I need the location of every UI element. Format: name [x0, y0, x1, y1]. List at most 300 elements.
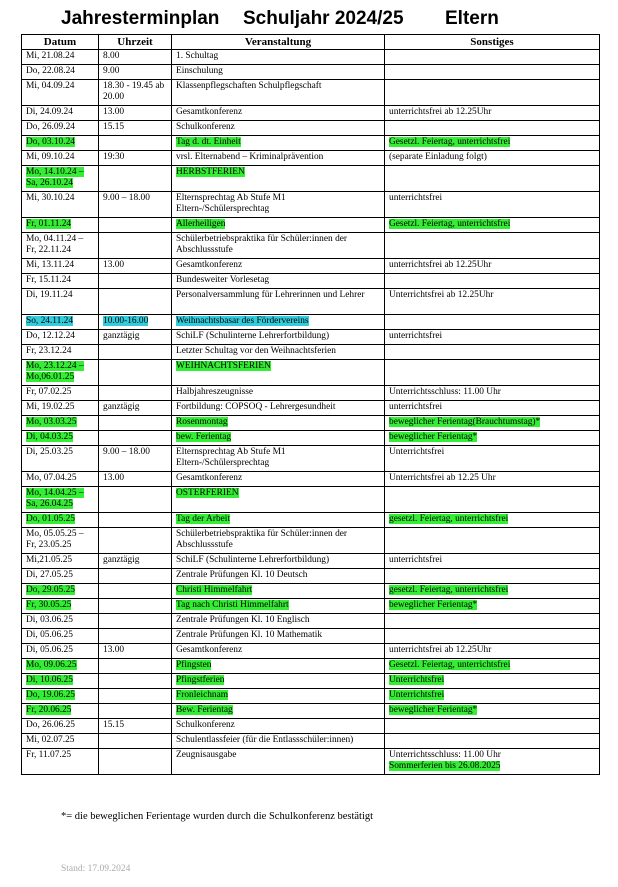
cell-date: [22, 704, 99, 719]
cell-date: [22, 151, 99, 166]
table-row: [22, 259, 600, 274]
cell-event-text: Schülerbetriebspraktika für Schüler:innen der Abschlussstufe: [176, 529, 348, 550]
column-header-event: Veranstaltung: [172, 35, 385, 50]
cell-date: [22, 599, 99, 614]
cell-date-text: Di, 05.06.25: [26, 630, 73, 640]
table-row: [22, 599, 600, 614]
cell-event: [172, 599, 385, 614]
cell-notes: [385, 274, 600, 289]
table-row: [22, 274, 600, 289]
cell-notes: [385, 689, 600, 704]
cell-date: [22, 416, 99, 431]
table-row: [22, 554, 600, 569]
title-plan: Jahresterminplan: [61, 8, 220, 29]
cell-date: [22, 659, 99, 674]
cell-time-text: 13.00: [103, 473, 125, 483]
cell-event: [172, 644, 385, 659]
cell-notes: [385, 259, 600, 274]
cell-event: [172, 50, 385, 65]
cell-time: [99, 345, 172, 360]
cell-notes-text: Unterrichtsfrei ab 12.25Uhr: [389, 290, 494, 300]
cell-event-text: Zentrale Prüfungen Kl. 10 Deutsch: [176, 570, 308, 580]
cell-event-text: Einschulung: [176, 66, 223, 76]
cell-notes: [385, 401, 600, 416]
cell-event-text: Elternsprechtag Ab Stufe M1 Eltern-/Schülersprechtag: [176, 447, 286, 468]
cell-date-text: Fr, 15.11.24: [26, 275, 72, 285]
table-row: [22, 166, 600, 192]
table-row: [22, 106, 600, 121]
cell-event: [172, 274, 385, 289]
cell-event: [172, 719, 385, 734]
cell-date: [22, 401, 99, 416]
cell-time: [99, 569, 172, 584]
cell-event-text: vrsl. Elternabend – Kriminalprävention: [176, 152, 324, 162]
cell-event: [172, 734, 385, 749]
table-row: [22, 65, 600, 80]
cell-date: [22, 65, 99, 80]
cell-time-text: 9.00: [103, 66, 120, 76]
cell-time: [99, 50, 172, 65]
table-row: [22, 614, 600, 629]
cell-event-text: Bew. Ferientag: [176, 705, 233, 715]
table-row: [22, 151, 600, 166]
cell-date-text: Mi, 02.07.25: [26, 735, 75, 745]
cell-date: [22, 106, 99, 121]
cell-event: [172, 360, 385, 386]
cell-time-text: 8.00: [103, 51, 120, 61]
cell-event: [172, 528, 385, 554]
table-row: [22, 644, 600, 659]
table-row: [22, 734, 600, 749]
cell-time-text: ganztägig: [103, 555, 140, 565]
table-row: [22, 80, 600, 106]
cell-date-text: Do, 03.10.24: [26, 137, 75, 147]
table-row: [22, 472, 600, 487]
cell-date-text: Mo, 09.06.25: [26, 660, 77, 670]
cell-time: [99, 192, 172, 218]
cell-event-text: Zentrale Prüfungen Kl. 10 Englisch: [176, 615, 310, 625]
cell-date-text: Fr, 20.06.25: [26, 705, 72, 715]
cell-date: [22, 629, 99, 644]
cell-date-text: So, 24.11.24: [26, 316, 74, 326]
cell-time: [99, 719, 172, 734]
cell-date: [22, 330, 99, 345]
cell-event: [172, 106, 385, 121]
cell-event: [172, 674, 385, 689]
cell-time: [99, 644, 172, 659]
cell-notes-text: gesetzl. Feiertag, unterrichtsfrei: [389, 514, 509, 524]
cell-notes: [385, 569, 600, 584]
cell-event-text: OSTERFERIEN: [176, 488, 239, 498]
table-row: [22, 629, 600, 644]
cell-event: [172, 446, 385, 472]
table-row: [22, 674, 600, 689]
table-row: [22, 192, 600, 218]
cell-date-text: Mo, 14.10.24 – Sa, 26.10.24: [26, 167, 84, 188]
cell-event-text: Fronleichnam: [176, 690, 229, 700]
cell-time-text: 13.00: [103, 645, 125, 655]
cell-time: [99, 65, 172, 80]
cell-notes-text: beweglicher Ferientag*: [389, 705, 478, 715]
cell-event: [172, 192, 385, 218]
cell-event-text: SchiLF (Schulinterne Lehrerfortbildung): [176, 331, 330, 341]
schedule-table: [21, 34, 600, 775]
cell-event: [172, 166, 385, 192]
cell-event: [172, 65, 385, 80]
cell-date-text: Mo, 03.03.25: [26, 417, 77, 427]
cell-event: [172, 487, 385, 513]
cell-event-text: Letzter Schultag vor den Weihnachtsferien: [176, 346, 336, 356]
cell-date-text: Fr, 23.12.24: [26, 346, 72, 356]
cell-date-text: Mo, 14.04.25 – Sa, 26.04.25: [26, 488, 84, 509]
cell-date-text: Mo, 23.12.24 –Mo,06.01.25: [26, 361, 84, 382]
cell-time: [99, 554, 172, 569]
cell-notes-text: Unterrichtsfrei: [389, 690, 445, 700]
cell-time: [99, 584, 172, 599]
cell-event: [172, 121, 385, 136]
cell-event: [172, 289, 385, 315]
cell-time-text: 15.15: [103, 122, 125, 132]
cell-time-text: 9.00 – 18.00: [103, 193, 150, 203]
cell-notes: [385, 50, 600, 65]
cell-date-text: Do, 26.09.24: [26, 122, 75, 132]
table-row: [22, 446, 600, 472]
cell-event: [172, 386, 385, 401]
cell-notes-text: Unterrichtsschluss: 11.00 Uhr: [389, 750, 501, 760]
cell-notes-text: Gesetzl. Feiertag, unterrichtsfrei: [389, 660, 511, 670]
cell-notes: [385, 289, 600, 315]
cell-date: [22, 386, 99, 401]
cell-time: [99, 360, 172, 386]
cell-time: [99, 259, 172, 274]
cell-notes-text: beweglicher Ferientag*: [389, 432, 478, 442]
stand-date: Stand: 17.09.2024: [61, 864, 131, 874]
cell-time: [99, 431, 172, 446]
cell-date: [22, 487, 99, 513]
table-header-row: [22, 35, 600, 50]
column-header-date: Datum: [22, 35, 99, 50]
table-row: [22, 416, 600, 431]
cell-date: [22, 360, 99, 386]
cell-notes-text: unterrichtsfrei ab 12.25Uhr: [389, 107, 492, 117]
cell-time: [99, 749, 172, 775]
cell-date-text: Mi, 13.11.24: [26, 260, 75, 270]
cell-notes: [385, 166, 600, 192]
cell-time: [99, 674, 172, 689]
cell-event: [172, 80, 385, 106]
cell-notes-text: beweglicher Ferientag*: [389, 600, 478, 610]
table-row: [22, 431, 600, 446]
cell-time-text: 19:30: [103, 152, 125, 162]
cell-event-text: Personalversammlung für Lehrerinnen und Lehrer: [176, 290, 365, 300]
cell-date-text: Di, 05.06.25: [26, 645, 73, 655]
cell-notes-text: Unterrichtsfrei ab 12.25 Uhr: [389, 473, 496, 483]
cell-notes: [385, 584, 600, 599]
cell-time: [99, 689, 172, 704]
cell-event: [172, 689, 385, 704]
cell-event: [172, 151, 385, 166]
cell-date-text: Do, 22.08.24: [26, 66, 75, 76]
cell-notes: [385, 151, 600, 166]
cell-notes-text: Unterrichtsfrei: [389, 447, 445, 457]
table-row: [22, 50, 600, 65]
cell-date: [22, 233, 99, 259]
cell-event: [172, 704, 385, 719]
cell-notes: [385, 218, 600, 233]
cell-time: [99, 599, 172, 614]
cell-time-text: 9.00 – 18.00: [103, 447, 150, 457]
cell-event: [172, 401, 385, 416]
cell-event-text: Bundesweiter Vorlesetag: [176, 275, 270, 285]
cell-date-text: Mi, 09.10.24: [26, 152, 75, 162]
cell-time: [99, 151, 172, 166]
cell-date-text: Fr, 11.07.25: [26, 750, 72, 760]
table-row: [22, 121, 600, 136]
page-title: [0, 8, 618, 32]
cell-date-text: Mo, 05.05.25 – Fr, 23.05.25: [26, 529, 84, 550]
schedule-body: [22, 50, 600, 775]
cell-notes-text: unterrichtsfrei: [389, 193, 443, 203]
cell-time-text: 18.30 - 19.45 ab 20.00: [103, 81, 165, 102]
cell-time: [99, 136, 172, 151]
cell-event: [172, 659, 385, 674]
cell-event: [172, 233, 385, 259]
cell-event: [172, 554, 385, 569]
cell-event: [172, 416, 385, 431]
cell-time-text: ganztägig: [103, 331, 140, 341]
cell-event-text: 1. Schultag: [176, 51, 219, 61]
cell-event-text: WEIHNACHTSFERIEN: [176, 361, 271, 371]
table-row: [22, 689, 600, 704]
title-schoolyear: Schuljahr 2024/25: [243, 8, 404, 29]
table-row: [22, 659, 600, 674]
cell-date-text: Mi, 30.10.24: [26, 193, 75, 203]
cell-date-text: Do, 01.05.25: [26, 514, 75, 524]
cell-notes: [385, 472, 600, 487]
table-row: [22, 401, 600, 416]
cell-event-text: Rosenmontag: [176, 417, 228, 427]
cell-date-text: Di, 19.11.24: [26, 290, 73, 300]
cell-event: [172, 259, 385, 274]
cell-date: [22, 734, 99, 749]
cell-time-text: 10.00-16.00: [103, 316, 149, 326]
cell-notes: [385, 659, 600, 674]
cell-time-text: ganztägig: [103, 402, 140, 412]
cell-date: [22, 719, 99, 734]
cell-event-text: Tag der Arbeit: [176, 514, 231, 524]
cell-date-text: Fr, 30.05.25: [26, 600, 72, 610]
cell-event: [172, 431, 385, 446]
cell-notes: [385, 614, 600, 629]
cell-date-text: Di, 04.03.25: [26, 432, 73, 442]
cell-time-text: 15.15: [103, 720, 125, 730]
table-row: [22, 513, 600, 528]
table-row: [22, 136, 600, 151]
cell-time: [99, 80, 172, 106]
cell-event: [172, 749, 385, 775]
cell-time: [99, 121, 172, 136]
cell-date: [22, 121, 99, 136]
cell-date-text: Fr, 07.02.25: [26, 387, 72, 397]
cell-event: [172, 614, 385, 629]
cell-time: [99, 330, 172, 345]
cell-event-text: Gesamtkonferenz: [176, 107, 243, 117]
table-row: [22, 386, 600, 401]
cell-date-text: Do, 12.12.24: [26, 331, 75, 341]
cell-notes: [385, 446, 600, 472]
cell-notes-text: Gesetzl. Feiertag, unterrichtsfrei: [389, 137, 511, 147]
cell-event-text: Schülerbetriebspraktika für Schüler:innen der Abschlussstufe: [176, 234, 348, 255]
cell-notes-text: unterrichtsfrei: [389, 402, 443, 412]
column-header-notes: Sonstiges: [385, 35, 600, 50]
footnote: *= die beweglichen Ferientage wurden durch die Schulkonferenz bestätigt: [61, 811, 374, 822]
cell-event-text: Allerheiligen: [176, 219, 226, 229]
cell-time: [99, 416, 172, 431]
cell-notes-text: Unterrichtsschluss: 11.00 Uhr: [389, 387, 501, 397]
cell-event-text: Pfingstferien: [176, 675, 225, 685]
cell-time: [99, 106, 172, 121]
cell-date: [22, 689, 99, 704]
cell-event: [172, 218, 385, 233]
cell-date: [22, 528, 99, 554]
cell-event-text: Zeugnisausgabe: [176, 750, 237, 760]
cell-date: [22, 584, 99, 599]
cell-date: [22, 431, 99, 446]
cell-event-text: Schulkonferenz: [176, 122, 235, 132]
cell-event-text: Zentrale Prüfungen Kl. 10 Mathematik: [176, 630, 323, 640]
cell-event: [172, 136, 385, 151]
cell-event-text: Gesamtkonferenz: [176, 645, 243, 655]
cell-time: [99, 315, 172, 330]
cell-date-text: Mi,21.05.25: [26, 555, 73, 565]
cell-date-text: Fr, 01.11.24: [26, 219, 72, 229]
cell-time: [99, 446, 172, 472]
cell-date: [22, 614, 99, 629]
cell-notes: [385, 330, 600, 345]
cell-date: [22, 674, 99, 689]
cell-time: [99, 659, 172, 674]
cell-time: [99, 386, 172, 401]
column-header-time: Uhrzeit: [99, 35, 172, 50]
cell-time-text: 13.00: [103, 260, 125, 270]
table-row: [22, 528, 600, 554]
cell-time: [99, 629, 172, 644]
cell-time: [99, 734, 172, 749]
cell-date: [22, 569, 99, 584]
cell-date: [22, 446, 99, 472]
cell-event-text: bew. Ferientag: [176, 432, 232, 442]
cell-date-text: Mi, 19.02.25: [26, 402, 75, 412]
cell-event: [172, 569, 385, 584]
cell-date: [22, 513, 99, 528]
cell-date: [22, 259, 99, 274]
cell-notes: [385, 416, 600, 431]
cell-notes: [385, 629, 600, 644]
cell-date-text: Do, 29.05.25: [26, 585, 75, 595]
table-row: [22, 315, 600, 330]
cell-date-text: Di, 03.06.25: [26, 615, 73, 625]
cell-event-text: Elternsprechtag Ab Stufe M1 Eltern-/Schülersprechtag: [176, 193, 286, 214]
cell-event-text: Halbjahreszeugnisse: [176, 387, 254, 397]
cell-event-text: Gesamtkonferenz: [176, 260, 243, 270]
cell-date-text: Di, 10.06.25: [26, 675, 73, 685]
cell-time: [99, 614, 172, 629]
cell-event-text: Christi Himmelfahrt: [176, 585, 253, 595]
cell-time: [99, 401, 172, 416]
cell-notes: [385, 106, 600, 121]
cell-time: [99, 274, 172, 289]
cell-date-text: Di, 24.09.24: [26, 107, 73, 117]
cell-notes: [385, 386, 600, 401]
cell-event: [172, 345, 385, 360]
cell-date: [22, 554, 99, 569]
cell-notes-text: unterrichtsfrei: [389, 555, 443, 565]
cell-notes: [385, 136, 600, 151]
cell-time: [99, 528, 172, 554]
cell-notes-text: beweglicher Ferientag(Brauchtumstag)*: [389, 417, 541, 427]
cell-notes: [385, 360, 600, 386]
cell-event-text: Schulkonferenz: [176, 720, 235, 730]
table-row: [22, 330, 600, 345]
cell-date: [22, 274, 99, 289]
cell-notes: [385, 513, 600, 528]
cell-date: [22, 136, 99, 151]
cell-date: [22, 472, 99, 487]
cell-notes: [385, 674, 600, 689]
cell-time: [99, 472, 172, 487]
cell-notes: [385, 65, 600, 80]
cell-time: [99, 487, 172, 513]
cell-notes-text: Gesetzl. Feiertag, unterrichtsfrei: [389, 219, 511, 229]
cell-date-text: Mo, 07.04.25: [26, 473, 77, 483]
cell-time-text: 13.00: [103, 107, 125, 117]
cell-notes: [385, 599, 600, 614]
cell-notes: [385, 528, 600, 554]
cell-time: [99, 166, 172, 192]
table-row: [22, 749, 600, 775]
table-row: [22, 704, 600, 719]
cell-event-text: Gesamtkonferenz: [176, 473, 243, 483]
cell-date-text: Di, 27.05.25: [26, 570, 73, 580]
cell-date-text: Mi, 04.09.24: [26, 81, 75, 91]
table-row: [22, 345, 600, 360]
cell-event: [172, 472, 385, 487]
cell-event: [172, 330, 385, 345]
cell-date: [22, 749, 99, 775]
cell-time: [99, 218, 172, 233]
cell-date-text: Mi, 21.08.24: [26, 51, 75, 61]
cell-time: [99, 513, 172, 528]
cell-event-text: Fortbildung: COPSOQ - Lehrergesundheit: [176, 402, 336, 412]
cell-notes-text: unterrichtsfrei ab 12.25Uhr: [389, 260, 492, 270]
cell-notes-text: (separate Einladung folgt): [389, 152, 487, 162]
cell-event-text: Pfingsten: [176, 660, 212, 670]
cell-notes-text: Unterrichtsfrei: [389, 675, 445, 685]
cell-event-text: Schulentlassfeier (für die Entlassschüler:innen): [176, 735, 354, 745]
cell-notes: [385, 233, 600, 259]
cell-date: [22, 50, 99, 65]
cell-notes: [385, 749, 600, 775]
cell-notes: [385, 554, 600, 569]
cell-date: [22, 644, 99, 659]
cell-event-text: Tag d. dt. Einheit: [176, 137, 241, 147]
cell-notes: [385, 704, 600, 719]
cell-time: [99, 289, 172, 315]
table-row: [22, 569, 600, 584]
cell-date: [22, 192, 99, 218]
cell-time: [99, 233, 172, 259]
cell-date: [22, 166, 99, 192]
